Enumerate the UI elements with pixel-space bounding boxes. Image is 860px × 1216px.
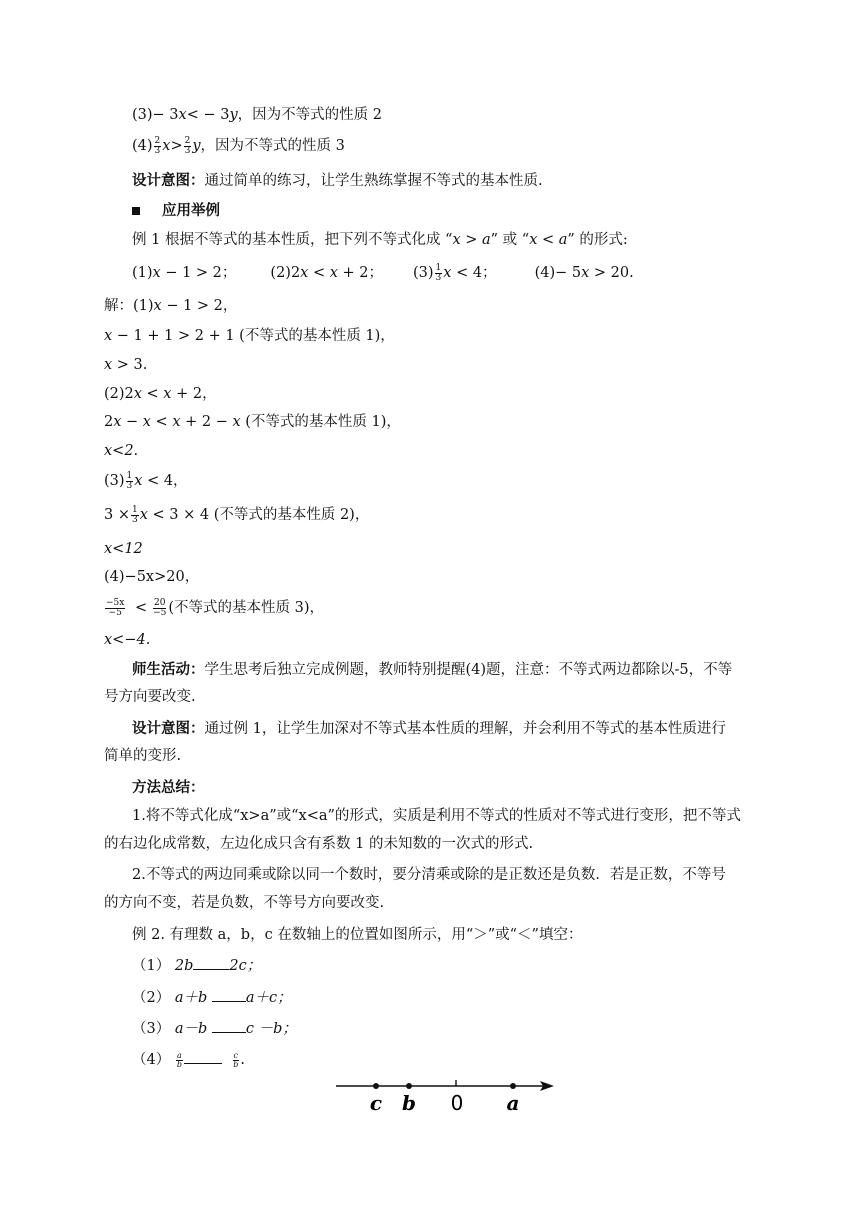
item-number: （2） [132,990,171,1006]
teacher-activity-label: 师生活动： [132,661,205,678]
solution-line [104,505,369,525]
label-c: c [369,1091,383,1115]
solution-line: (2)2𝑥 < 𝑥 + 2， [104,386,217,402]
numerator: 2 [184,135,191,146]
point-b [406,1083,412,1089]
numerator: c [233,1050,238,1060]
point-a [510,1083,516,1089]
summary-point-1-cont: 的右边化成常数，左边化成只含有系数 1 的未知数的一次式的形式. [104,836,534,852]
fraction [105,599,125,618]
summary-point-2: 2.不等式的两边同乘或除以同一个数时，要分清乘或除的是正数还是负数．若是正数，不等号 [132,867,726,883]
label-a: a [506,1091,520,1115]
solution-line: 𝑥 > 3. [104,357,148,373]
text: (3) [104,473,125,489]
solution-line: (4)−5x>20， [104,569,200,585]
example-2-prompt: 例 2. 有理数 a，b，c 在数轴上的位置如图所示，用“＞”或“＜”填空： [132,927,583,943]
solution-line: 𝑥 − 1 + 1 > 2 + 1 (不等式的基本性质 1)， [104,328,395,344]
item-expr-left: 2b [174,958,194,974]
text: 𝑥 < 4， [134,473,188,489]
denominator: 3 [126,480,133,491]
example-2-item-3 [132,1019,297,1039]
denominator: b [176,1059,182,1069]
example-2-item-1 [132,956,261,976]
denominator: −5 [108,607,122,618]
teacher-activity-text: 学生思考后独立完成例题，教师特别提醒(4)题，注意：不等式两边都除以-5，不等 [204,662,733,678]
line-3: (3)− 3𝑥< − 3𝑦，因为不等式的性质 2 [132,107,382,123]
text: (4) [132,138,153,154]
fraction [131,506,139,525]
solution-line: x<12 [104,541,143,557]
numerator: 1 [126,470,133,481]
item-expr-left: a－b [174,1021,208,1037]
item-3: (3) [413,265,434,281]
text: 𝑦，因为不等式的性质 3 [192,138,345,154]
design-intent-cont: 简单的变形. [104,748,182,764]
solution-line: 解：(1)𝑥 − 1 > 2， [104,298,238,314]
numerator: 20 [154,597,166,608]
item-expr-left: a＋b [174,990,208,1006]
design-intent-label: 设计意图： [132,720,205,737]
design-intent-1 [132,171,543,191]
point-c [373,1083,379,1089]
solution-line: x<2. [104,443,139,459]
method-summary-heading: 方法总结： [132,779,205,796]
design-intent-text: 通过例 1，让学生加深对不等式基本性质的理解，并会利用不等式的基本性质进行 [204,721,726,737]
example-1-prompt: 例 1 根据不等式的基本性质，把下列不等式化成 “𝑥 > 𝑎” 或 “𝑥 < 𝑎” 的形式: [132,232,628,248]
fraction [152,599,167,618]
item-2: (2)2𝑥 < 𝑥 + 2； [270,265,383,281]
solution-line [104,598,324,618]
item-3-rest: 𝑥 < 4； [443,265,497,281]
square-bullet-icon [132,207,140,215]
heading-text: 应用举例 [162,202,220,219]
item-number: （1） [132,958,171,974]
text: < [134,600,148,616]
text: 𝑥 < 3 × 4 (不等式的基本性质 2)， [139,507,370,523]
item-number: （4） [132,1052,171,1068]
fraction [176,1052,183,1069]
denominator: 3 [184,145,191,156]
denominator: 3 [154,145,161,156]
answer-blank[interactable] [193,957,229,970]
example-2-item-2 [132,988,292,1008]
item-number: （3） [132,1021,171,1037]
section-heading [132,201,220,221]
number-line-figure [332,1074,572,1134]
item-expr-right: c －b； [245,1021,297,1037]
denominator: −5 [153,607,167,618]
solution-line: x<−4. [104,632,151,648]
numerator: a [177,1050,182,1060]
answer-blank[interactable] [212,989,246,1002]
item-expr-right: a＋c； [245,990,292,1006]
text: 𝑥> [162,138,183,154]
design-intent-label: 设计意图： [132,172,205,189]
answer-blank[interactable] [212,1020,246,1033]
item-4: (4)− 5𝑥 > 20. [534,265,634,281]
fraction [154,137,162,156]
summary-point-2-cont: 的方向不变，若是负数，不等号方向要改变. [104,895,385,911]
numerator: −5x [106,597,125,608]
fraction [232,1052,239,1069]
text: (不等式的基本性质 3)， [168,600,325,616]
solution-line: 2𝑥 − 𝑥 < 𝑥 + 2 − 𝑥 (不等式的基本性质 1)， [104,414,401,430]
teacher-activity-cont: 号方向要改变. [104,689,196,705]
teacher-activity [132,660,732,680]
numerator: 1 [435,262,442,273]
fraction [435,264,443,283]
label-0: 0 [450,1091,464,1115]
answer-blank[interactable] [184,1051,222,1064]
item-1: (1)𝑥 − 1 > 2； [132,265,237,281]
fraction [126,472,134,491]
numerator: 2 [154,135,161,146]
fraction [184,137,192,156]
solution-line [104,471,188,491]
item-expr-right: 2c； [229,958,262,974]
example-2-item-4: （4） $\frac{a}{b}$ $\frac{c}{b}$ . [132,1050,245,1069]
denominator: 3 [131,514,138,525]
design-intent-text: 通过简单的练习，让学生熟练掌握不等式的基本性质. [204,173,543,189]
denominator: b [233,1059,239,1069]
text: 3 × [104,507,130,523]
denominator: 3 [435,272,442,283]
design-intent-2 [132,719,726,739]
numerator: 1 [131,504,138,515]
label-b: b [402,1091,416,1115]
summary-point-1: 1.将不等式化成“x>a”或“x<a”的形式，实质是利用不等式的性质对不等式进行变形，把不等式 [132,808,741,824]
example-1-items [132,263,634,283]
line-4 [132,136,345,156]
